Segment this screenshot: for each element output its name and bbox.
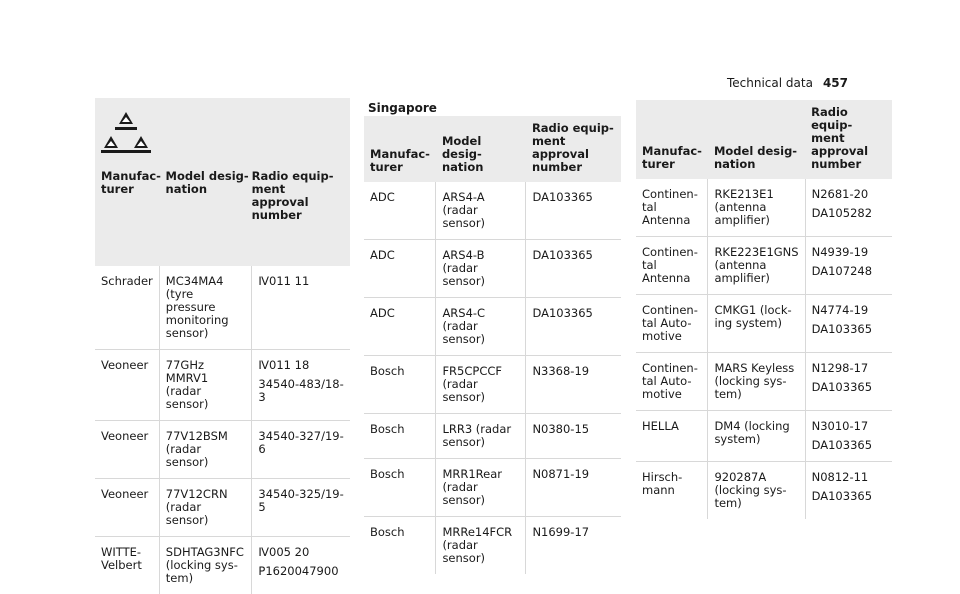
table-header-row: [95, 98, 350, 266]
cell-text: DA103365: [812, 490, 886, 503]
cell-text: FR5CPCCF (radar sensor): [442, 365, 519, 404]
cell-text: DA103365: [812, 439, 886, 452]
manufacturer-cell: [364, 414, 436, 459]
cell-text: DA103365: [532, 249, 615, 262]
table-row: [636, 295, 892, 353]
model-cell: [436, 459, 526, 517]
cell-text: N3368-19: [532, 365, 615, 378]
table-row: [636, 411, 892, 462]
model-cell: [159, 266, 252, 350]
cell-text: MRR1Rear (radar sensor): [442, 468, 519, 507]
section-title: Technical data: [727, 76, 813, 90]
manufacturer-cell: [364, 240, 436, 298]
col-header: Model desig- nation: [708, 100, 805, 179]
cell-text: Bosch: [370, 365, 429, 378]
approval-number-cell: [805, 179, 892, 237]
cell-text: N0812-11: [812, 471, 886, 484]
approval-number-cell: [252, 421, 350, 479]
manufacturer-cell: [95, 350, 159, 421]
table-row: [95, 266, 350, 350]
right-approval-table: [636, 100, 892, 519]
col-header: Manufac- turer: [101, 170, 166, 222]
approval-number-cell: [526, 182, 621, 240]
cell-text: ADC: [370, 191, 429, 204]
model-cell: [436, 182, 526, 240]
approval-number-cell: [252, 537, 350, 594]
table-row: [364, 298, 621, 356]
approval-number-cell: [252, 350, 350, 421]
cell-text: ADC: [370, 307, 429, 320]
cell-text: Veoneer: [101, 488, 153, 501]
middle-approval-table: [364, 116, 621, 574]
cell-text: DA103365: [532, 191, 615, 204]
cell-text: Continen- tal Auto- motive: [642, 304, 701, 343]
table-row: [95, 537, 350, 594]
cell-text: Veoneer: [101, 359, 153, 372]
manufacturer-cell: [364, 356, 436, 414]
table-row: [364, 414, 621, 459]
cell-text: 34540-327/19-6: [258, 430, 344, 456]
manufacturer-cell: [95, 266, 159, 350]
cell-text: 34540-325/19-5: [258, 488, 344, 514]
cell-text: HELLA: [642, 420, 701, 433]
table-row: [364, 517, 621, 575]
approval-number-cell: [526, 459, 621, 517]
manufacturer-cell: [364, 517, 436, 575]
cell-text: Ⅳ011 18: [258, 359, 344, 372]
model-cell: [708, 353, 805, 411]
cell-text: DA103365: [812, 381, 886, 394]
cell-text: WITTE- Velbert: [101, 546, 153, 572]
approval-number-cell: [252, 266, 350, 350]
manufacturer-cell: [636, 179, 708, 237]
page-header: [727, 76, 848, 90]
manufacturer-cell: [95, 479, 159, 537]
approval-number-cell: [526, 240, 621, 298]
cell-text: Veoneer: [101, 430, 153, 443]
manufacturer-cell: [95, 421, 159, 479]
cell-text: SDHTAG3NFC (locking sys- tem): [166, 546, 246, 585]
cell-text: ARS4-B (radar sensor): [442, 249, 519, 288]
cell-text: N1298-17: [812, 362, 886, 375]
approval-number-cell: [526, 517, 621, 575]
col-header: Manufac- turer: [364, 116, 436, 182]
cell-text: Ⅳ011 11: [258, 275, 344, 288]
cell-text: Bosch: [370, 526, 429, 539]
page-number: 457: [823, 76, 848, 90]
model-cell: [436, 356, 526, 414]
model-cell: [436, 517, 526, 575]
manufacturer-cell: [636, 353, 708, 411]
approval-number-cell: [526, 356, 621, 414]
cell-text: 77V12CRN (radar sensor): [166, 488, 246, 527]
col-header: Radio equip- ment approval number: [252, 170, 344, 222]
approval-number-cell: [252, 479, 350, 537]
manufacturer-cell: [364, 459, 436, 517]
cell-text: N4939-19: [812, 246, 886, 259]
manufacturer-cell: [364, 182, 436, 240]
model-cell: [159, 537, 252, 594]
cell-text: CMKG1 (lock- ing system): [714, 304, 798, 330]
approval-number-cell: [805, 411, 892, 462]
cell-text: LRR3 (radar sensor): [442, 423, 519, 449]
model-cell: [436, 414, 526, 459]
col-header: Model desig- nation: [436, 116, 526, 182]
col-header: Model desig- nation: [166, 170, 252, 222]
cell-text: N2681-20: [812, 188, 886, 201]
cell-text: 77V12BSM (radar sensor): [166, 430, 246, 469]
cell-text: 34540-483/18-3: [258, 378, 344, 404]
cell-text: 920287A (locking sys- tem): [714, 471, 798, 510]
model-cell: [708, 411, 805, 462]
table-row: [95, 350, 350, 421]
table-row: [636, 237, 892, 295]
cell-text: Ⅳ005 20: [258, 546, 344, 559]
model-cell: [708, 462, 805, 520]
model-cell: [436, 298, 526, 356]
model-cell: [159, 421, 252, 479]
table-row: [364, 240, 621, 298]
model-cell: [159, 479, 252, 537]
table-row: [95, 421, 350, 479]
cell-text: N4774-19: [812, 304, 886, 317]
manufacturer-cell: [364, 298, 436, 356]
model-cell: [708, 237, 805, 295]
model-cell: [436, 240, 526, 298]
cell-text: N0380-15: [532, 423, 615, 436]
approval-number-cell: [805, 295, 892, 353]
approval-number-cell: [805, 353, 892, 411]
cell-text: 77GHz MMRV1 (radar sensor): [166, 359, 246, 411]
table-row: [364, 459, 621, 517]
cell-text: DA105282: [812, 207, 886, 220]
cell-text: MC34MA4 (tyre pressure monitoring sensor): [166, 275, 246, 340]
cell-text: DM4 (locking system): [714, 420, 798, 446]
cell-text: DA103365: [532, 307, 615, 320]
cell-text: N0871-19: [532, 468, 615, 481]
table-row: [364, 356, 621, 414]
cell-text: ADC: [370, 249, 429, 262]
model-cell: [159, 350, 252, 421]
cell-text: MRRe14FCR (radar sensor): [442, 526, 519, 565]
cell-text: P1620047900: [258, 565, 344, 578]
col-header: Radio equip- ment approval number: [805, 100, 892, 179]
cell-text: Continen- tal Antenna: [642, 188, 701, 227]
approval-number-cell: [526, 414, 621, 459]
cell-text: Bosch: [370, 423, 429, 436]
table-row: [636, 353, 892, 411]
model-cell: [708, 295, 805, 353]
region-caption: Singapore: [368, 101, 437, 115]
cell-text: ARS4-C (radar sensor): [442, 307, 519, 346]
table-row: [364, 182, 621, 240]
model-cell: [708, 179, 805, 237]
left-approval-table: [95, 98, 350, 594]
manufacturer-cell: [95, 537, 159, 594]
approval-number-cell: [526, 298, 621, 356]
cell-text: RKE213E1 (antenna amplifier): [714, 188, 798, 227]
col-header: Manufac- turer: [636, 100, 708, 179]
manufacturer-cell: [636, 411, 708, 462]
manufacturer-cell: [636, 462, 708, 520]
cell-text: Hirsch- mann: [642, 471, 701, 497]
triangle-arrows-icon: [101, 110, 151, 156]
cell-text: N1699-17: [532, 526, 615, 539]
approval-number-cell: [805, 237, 892, 295]
table-row: [636, 462, 892, 520]
table-row: [636, 179, 892, 237]
cell-text: DA107248: [812, 265, 886, 278]
cell-text: Continen- tal Auto- motive: [642, 362, 701, 401]
cell-text: MARS Keyless (locking sys- tem): [714, 362, 798, 401]
cell-text: ARS4-A (radar sensor): [442, 191, 519, 230]
manufacturer-cell: [636, 295, 708, 353]
cell-text: Schrader: [101, 275, 153, 288]
col-header: Radio equip- ment approval number: [526, 116, 621, 182]
cell-text: DA103365: [812, 323, 886, 336]
cell-text: RKE223E1GNS (antenna amplifier): [714, 246, 798, 285]
cell-text: Bosch: [370, 468, 429, 481]
manufacturer-cell: [636, 237, 708, 295]
approval-number-cell: [805, 462, 892, 520]
cell-text: N3010-17: [812, 420, 886, 433]
table-row: [95, 479, 350, 537]
cell-text: Continen- tal Antenna: [642, 246, 701, 285]
